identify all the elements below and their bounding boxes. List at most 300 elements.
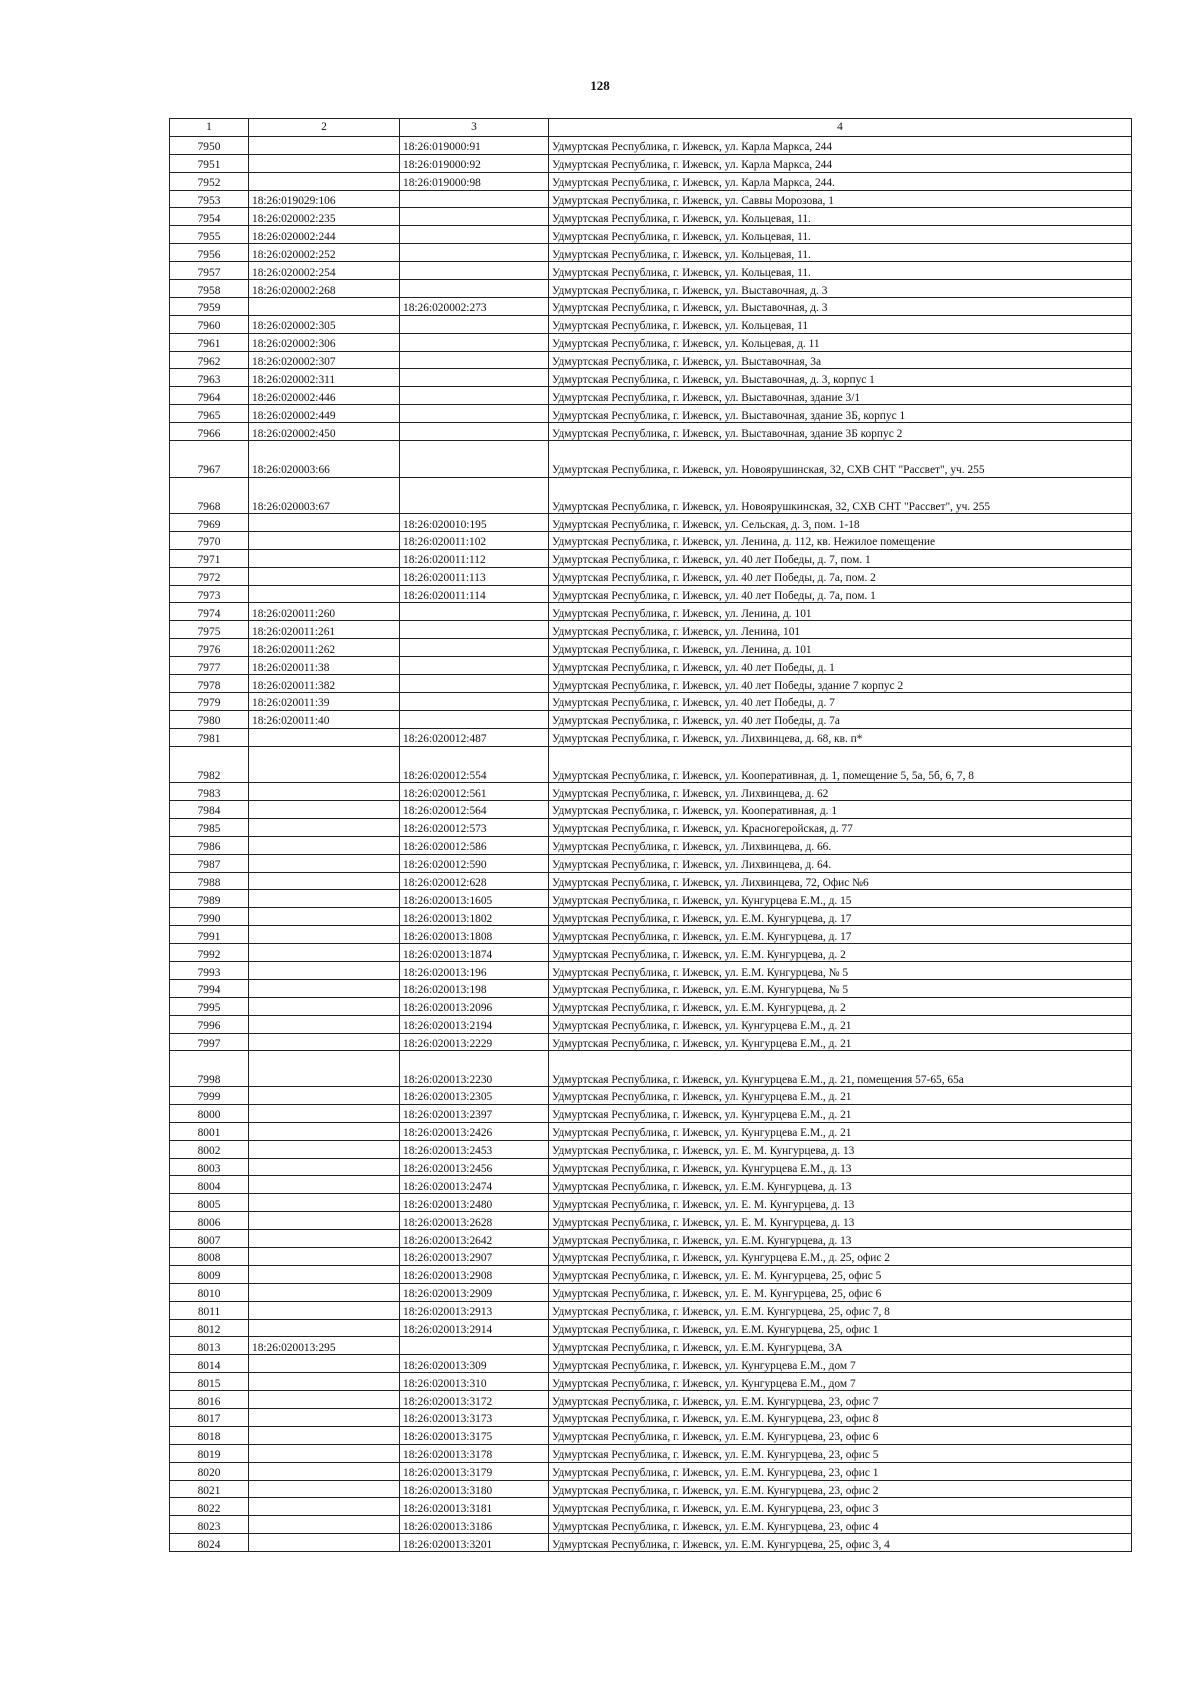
cadastral-number-col2-cell <box>249 1104 400 1122</box>
row-number-cell: 7998 <box>170 1051 249 1087</box>
cadastral-number-col2-cell <box>249 836 400 854</box>
table-row <box>170 872 1132 890</box>
cadastral-number-col2-cell <box>249 818 400 836</box>
cadastral-number-col2-cell <box>249 1265 400 1283</box>
cadastral-number-col2-cell <box>249 1391 400 1409</box>
table-row <box>170 244 1132 262</box>
row-number-cell: 7950 <box>170 136 249 154</box>
cadastral-number-col3-cell <box>400 423 549 441</box>
address-cell: Удмуртская Республика, г. Ижевск, ул. Кольцевая, 11. <box>549 244 1132 262</box>
table-row <box>170 675 1132 693</box>
cadastral-number-col3-cell: 18:26:020013:309 <box>400 1355 549 1373</box>
address-cell: Удмуртская Республика, г. Ижевск, ул. Новоярушинская, 32, СХВ СНТ "Рассвет", уч. 255 <box>549 441 1132 478</box>
table-row <box>170 1194 1132 1212</box>
cadastral-number-col3-cell: 18:26:020010:195 <box>400 514 549 532</box>
row-number-cell: 7970 <box>170 531 249 549</box>
cadastral-number-col2-cell <box>249 1212 400 1230</box>
table-row <box>170 657 1132 675</box>
cadastral-number-col3-cell: 18:26:020013:3186 <box>400 1516 549 1534</box>
table-row <box>170 836 1132 854</box>
address-cell: Удмуртская Республика, г. Ижевск, ул. 40 лет Победы, д. 7а <box>549 710 1132 728</box>
cadastral-number-col2-cell: 18:26:020011:382 <box>249 675 400 693</box>
row-number-cell: 7993 <box>170 962 249 980</box>
cadastral-number-col2-cell <box>249 1140 400 1158</box>
table-row <box>170 979 1132 997</box>
cadastral-number-col3-cell: 18:26:020013:3173 <box>400 1409 549 1427</box>
table-row <box>170 1373 1132 1391</box>
address-cell: Удмуртская Республика, г. Ижевск, ул. Е.М. Кунгурцева, д. 17 <box>549 926 1132 944</box>
cadastral-number-col2-cell <box>249 728 400 746</box>
row-number-cell: 8000 <box>170 1104 249 1122</box>
table-row <box>170 890 1132 908</box>
address-cell: Удмуртская Республика, г. Ижевск, ул. Новоярушкинская, 32, СХВ СНТ "Рассвет", уч. 255 <box>549 477 1132 514</box>
row-number-cell: 7980 <box>170 710 249 728</box>
cadastral-number-col2-cell <box>249 1283 400 1301</box>
cadastral-number-col3-cell: 18:26:020013:3175 <box>400 1426 549 1444</box>
cadastral-number-col2-cell <box>249 801 400 819</box>
row-number-cell: 7968 <box>170 477 249 514</box>
cadastral-number-col3-cell: 18:26:020012:554 <box>400 746 549 783</box>
table-row <box>170 1534 1132 1552</box>
row-number-cell: 7978 <box>170 675 249 693</box>
table-row <box>170 423 1132 441</box>
table-row <box>170 1122 1132 1140</box>
row-number-cell: 7975 <box>170 621 249 639</box>
row-number-cell: 7979 <box>170 692 249 710</box>
cadastral-number-col3-cell: 18:26:020013:3172 <box>400 1391 549 1409</box>
row-number-cell: 7992 <box>170 944 249 962</box>
cadastral-number-col2-cell: 18:26:020011:38 <box>249 657 400 675</box>
cadastral-number-col3-cell: 18:26:020013:3181 <box>400 1498 549 1516</box>
table-row <box>170 585 1132 603</box>
cadastral-number-col2-cell <box>249 585 400 603</box>
cadastral-number-col2-cell <box>249 1301 400 1319</box>
address-cell: Удмуртская Республика, г. Ижевск, ул. Е.М. Кунгурцева, д. 2 <box>549 997 1132 1015</box>
row-number-cell: 8024 <box>170 1534 249 1552</box>
cadastral-number-col3-cell: 18:26:020012:564 <box>400 801 549 819</box>
row-number-cell: 7965 <box>170 405 249 423</box>
cadastral-number-col2-cell <box>249 854 400 872</box>
row-number-cell: 7957 <box>170 262 249 280</box>
cadastral-number-col3-cell <box>400 226 549 244</box>
table-row <box>170 190 1132 208</box>
cadastral-number-col3-cell: 18:26:020013:310 <box>400 1373 549 1391</box>
table-row <box>170 1409 1132 1427</box>
cadastral-number-col3-cell: 18:26:020013:2229 <box>400 1033 549 1051</box>
address-cell: Удмуртская Республика, г. Ижевск, ул. Е.М. Кунгурцева, д. 17 <box>549 908 1132 926</box>
table-row <box>170 1516 1132 1534</box>
cadastral-number-col3-cell <box>400 369 549 387</box>
address-cell: Удмуртская Республика, г. Ижевск, ул. Кооперативная, д. 1 <box>549 801 1132 819</box>
cadastral-number-col3-cell: 18:26:020011:112 <box>400 549 549 567</box>
table-row <box>170 1086 1132 1104</box>
table-row <box>170 1498 1132 1516</box>
table-row <box>170 297 1132 315</box>
row-number-cell: 7984 <box>170 801 249 819</box>
row-number-cell: 7960 <box>170 315 249 333</box>
address-cell: Удмуртская Республика, г. Ижевск, ул. Лихвинцева, д. 62 <box>549 783 1132 801</box>
address-cell: Удмуртская Республика, г. Ижевск, ул. Е.М. Кунгурцева, д. 13 <box>549 1176 1132 1194</box>
table-row <box>170 1426 1132 1444</box>
table-row <box>170 783 1132 801</box>
address-cell: Удмуртская Республика, г. Ижевск, ул. Выставочная, здание 3Б корпус 2 <box>549 423 1132 441</box>
cadastral-number-col3-cell <box>400 244 549 262</box>
row-number-cell: 7952 <box>170 172 249 190</box>
table-row <box>170 1104 1132 1122</box>
cadastral-number-col2-cell <box>249 172 400 190</box>
row-number-cell: 7976 <box>170 639 249 657</box>
cadastral-number-col3-cell <box>400 280 549 298</box>
address-cell: Удмуртская Республика, г. Ижевск, ул. Лихвинцева, д. 64. <box>549 854 1132 872</box>
cadastral-number-col2-cell <box>249 1373 400 1391</box>
address-cell: Удмуртская Республика, г. Ижевск, ул. 40 лет Победы, д. 7, пом. 1 <box>549 549 1132 567</box>
row-number-cell: 7972 <box>170 567 249 585</box>
cadastral-number-col2-cell <box>249 944 400 962</box>
table-row <box>170 926 1132 944</box>
table-row <box>170 746 1132 783</box>
table-row <box>170 962 1132 980</box>
table-row <box>170 226 1132 244</box>
address-cell: Удмуртская Республика, г. Ижевск, ул. Е.М. Кунгурцева, 25, офис 3, 4 <box>549 1534 1132 1552</box>
address-cell: Удмуртская Республика, г. Ижевск, ул. Лихвинцева, д. 66. <box>549 836 1132 854</box>
row-number-cell: 7999 <box>170 1086 249 1104</box>
cadastral-number-col3-cell: 18:26:020013:3178 <box>400 1444 549 1462</box>
cadastral-number-col3-cell: 18:26:020013:2230 <box>400 1051 549 1087</box>
cadastral-number-col3-cell: 18:26:020012:573 <box>400 818 549 836</box>
address-cell: Удмуртская Республика, г. Ижевск, ул. Кунгурцева Е.М., д. 21 <box>549 1122 1132 1140</box>
address-cell: Удмуртская Республика, г. Ижевск, ул. Е.М. Кунгурцева, 25, офис 7, 8 <box>549 1301 1132 1319</box>
address-cell: Удмуртская Республика, г. Ижевск, ул. 40 лет Победы, д. 7 <box>549 692 1132 710</box>
table-row <box>170 1355 1132 1373</box>
row-number-cell: 7996 <box>170 1015 249 1033</box>
address-cell: Удмуртская Республика, г. Ижевск, ул. Е.М. Кунгурцева, д. 2 <box>549 944 1132 962</box>
row-number-cell: 7956 <box>170 244 249 262</box>
table-row <box>170 997 1132 1015</box>
cadastral-number-col2-cell <box>249 136 400 154</box>
column-header-1: 1 <box>170 119 249 137</box>
table-header <box>170 119 1132 137</box>
address-cell: Удмуртская Республика, г. Ижевск, ул. Выставочная, 3а <box>549 351 1132 369</box>
cadastral-number-col2-cell <box>249 297 400 315</box>
address-cell: Удмуртская Республика, г. Ижевск, ул. Ленина, д. 112, кв. Нежилое помещение <box>549 531 1132 549</box>
cadastral-number-col2-cell: 18:26:020002:450 <box>249 423 400 441</box>
table-row <box>170 1230 1132 1248</box>
cadastral-number-col3-cell <box>400 675 549 693</box>
row-number-cell: 7988 <box>170 872 249 890</box>
row-number-cell: 8001 <box>170 1122 249 1140</box>
row-number-cell: 7991 <box>170 926 249 944</box>
row-number-cell: 7969 <box>170 514 249 532</box>
row-number-cell: 8003 <box>170 1158 249 1176</box>
row-number-cell: 7955 <box>170 226 249 244</box>
cadastral-number-col3-cell: 18:26:020011:102 <box>400 531 549 549</box>
table-row <box>170 405 1132 423</box>
row-number-cell: 8020 <box>170 1462 249 1480</box>
cadastral-number-col3-cell <box>400 333 549 351</box>
row-number-cell: 8011 <box>170 1301 249 1319</box>
row-number-cell: 8007 <box>170 1230 249 1248</box>
cadastral-number-col3-cell: 18:26:020013:2096 <box>400 997 549 1015</box>
table-row <box>170 369 1132 387</box>
address-cell: Удмуртская Республика, г. Ижевск, ул. Е. М. Кунгурцева, 25, офис 5 <box>549 1265 1132 1283</box>
row-number-cell: 7966 <box>170 423 249 441</box>
row-number-cell: 7959 <box>170 297 249 315</box>
table-row <box>170 387 1132 405</box>
cadastral-number-col3-cell: 18:26:020012:628 <box>400 872 549 890</box>
address-cell: Удмуртская Республика, г. Ижевск, ул. Е.М. Кунгурцева, 23, офис 8 <box>549 1409 1132 1427</box>
cadastral-number-col3-cell: 18:26:020013:2628 <box>400 1212 549 1230</box>
table-row <box>170 854 1132 872</box>
address-cell: Удмуртская Республика, г. Ижевск, ул. Ленина, д. 101 <box>549 639 1132 657</box>
address-cell: Удмуртская Республика, г. Ижевск, ул. Выставочная, д. 3, корпус 1 <box>549 369 1132 387</box>
address-cell: Удмуртская Республика, г. Ижевск, ул. Кунгурцева Е.М., д. 21, помещения 57-65, 65а <box>549 1051 1132 1087</box>
address-cell: Удмуртская Республика, г. Ижевск, ул. Сельская, д. 3, пом. 1-18 <box>549 514 1132 532</box>
cadastral-number-col3-cell <box>400 262 549 280</box>
cadastral-number-col2-cell <box>249 1086 400 1104</box>
address-cell: Удмуртская Республика, г. Ижевск, ул. Кольцевая, д. 11 <box>549 333 1132 351</box>
cadastral-number-col2-cell <box>249 962 400 980</box>
cadastral-number-col2-cell <box>249 926 400 944</box>
address-cell: Удмуртская Республика, г. Ижевск, ул. Е.М. Кунгурцева, 25, офис 1 <box>549 1319 1132 1337</box>
address-cell: Удмуртская Республика, г. Ижевск, ул. Кольцевая, 11. <box>549 208 1132 226</box>
table-body <box>170 136 1132 1551</box>
address-cell: Удмуртская Республика, г. Ижевск, ул. Е. М. Кунгурцева, д. 13 <box>549 1140 1132 1158</box>
row-number-cell: 7964 <box>170 387 249 405</box>
cadastral-number-col3-cell: 18:26:020012:590 <box>400 854 549 872</box>
address-cell: Удмуртская Республика, г. Ижевск, ул. Выставочная, здание 3Б, корпус 1 <box>549 405 1132 423</box>
table-row <box>170 908 1132 926</box>
address-cell: Удмуртская Республика, г. Ижевск, ул. Е.М. Кунгурцева, № 5 <box>549 962 1132 980</box>
address-cell: Удмуртская Республика, г. Ижевск, ул. Кольцевая, 11 <box>549 315 1132 333</box>
row-number-cell: 7971 <box>170 549 249 567</box>
address-cell: Удмуртская Республика, г. Ижевск, ул. Е.М. Кунгурцева, 23, офис 7 <box>549 1391 1132 1409</box>
table-row <box>170 315 1132 333</box>
cadastral-number-col3-cell: 18:26:019000:92 <box>400 154 549 172</box>
table-row <box>170 1265 1132 1283</box>
address-cell: Удмуртская Республика, г. Ижевск, ул. Кунгурцева Е.М., д. 21 <box>549 1033 1132 1051</box>
cadastral-number-col3-cell <box>400 315 549 333</box>
address-cell: Удмуртская Республика, г. Ижевск, ул. Выставочная, д. 3 <box>549 280 1132 298</box>
table-row <box>170 1283 1132 1301</box>
cadastral-number-col2-cell <box>249 1444 400 1462</box>
cadastral-number-col3-cell: 18:26:020013:1605 <box>400 890 549 908</box>
cadastral-number-col2-cell <box>249 1158 400 1176</box>
address-cell: Удмуртская Республика, г. Ижевск, ул. Е.М. Кунгурцева, 3А <box>549 1337 1132 1355</box>
address-cell: Удмуртская Республика, г. Ижевск, ул. Е. М. Кунгурцева, д. 13 <box>549 1212 1132 1230</box>
address-cell: Удмуртская Республика, г. Ижевск, ул. Кунгурцева Е.М., д. 15 <box>549 890 1132 908</box>
cadastral-number-col3-cell: 18:26:020013:2453 <box>400 1140 549 1158</box>
cadastral-number-col3-cell: 18:26:019000:98 <box>400 172 549 190</box>
row-number-cell: 7958 <box>170 280 249 298</box>
cadastral-number-col2-cell <box>249 1194 400 1212</box>
row-number-cell: 7967 <box>170 441 249 478</box>
cadastral-number-col3-cell: 18:26:019000:91 <box>400 136 549 154</box>
address-cell: Удмуртская Республика, г. Ижевск, ул. Саввы Морозова, 1 <box>549 190 1132 208</box>
cadastral-number-col3-cell <box>400 621 549 639</box>
cadastral-number-col2-cell <box>249 531 400 549</box>
table-row <box>170 621 1132 639</box>
row-number-cell: 7997 <box>170 1033 249 1051</box>
address-cell: Удмуртская Республика, г. Ижевск, ул. Кунгурцева Е.М., д. 25, офис 2 <box>549 1247 1132 1265</box>
row-number-cell: 7951 <box>170 154 249 172</box>
row-number-cell: 7990 <box>170 908 249 926</box>
table-row <box>170 639 1132 657</box>
cadastral-number-col3-cell: 18:26:020011:113 <box>400 567 549 585</box>
address-cell: Удмуртская Республика, г. Ижевск, ул. Е.М. Кунгурцева, 23, офис 6 <box>549 1426 1132 1444</box>
cadastral-number-col2-cell <box>249 549 400 567</box>
cadastral-number-col2-cell: 18:26:020011:260 <box>249 603 400 621</box>
cadastral-number-col2-cell: 18:26:020002:307 <box>249 351 400 369</box>
cadastral-number-col3-cell: 18:26:020013:198 <box>400 979 549 997</box>
cadastral-number-col3-cell: 18:26:020013:2397 <box>400 1104 549 1122</box>
cadastral-number-col2-cell <box>249 514 400 532</box>
table-row <box>170 280 1132 298</box>
cadastral-number-col2-cell <box>249 1247 400 1265</box>
cadastral-number-col3-cell: 18:26:020013:2642 <box>400 1230 549 1248</box>
table-row <box>170 728 1132 746</box>
cadastral-number-col3-cell: 18:26:020013:2914 <box>400 1319 549 1337</box>
cadastral-number-col2-cell: 18:26:020002:235 <box>249 208 400 226</box>
cadastral-number-col2-cell <box>249 1355 400 1373</box>
table-row <box>170 1158 1132 1176</box>
cadastral-number-col3-cell <box>400 441 549 478</box>
address-cell: Удмуртская Республика, г. Ижевск, ул. Кунгурцева Е.М., д. 21 <box>549 1104 1132 1122</box>
address-cell: Удмуртская Республика, г. Ижевск, ул. Ленина, д. 101 <box>549 603 1132 621</box>
address-cell: Удмуртская Республика, г. Ижевск, ул. Кунгурцева Е.М., дом 7 <box>549 1373 1132 1391</box>
cadastral-number-col2-cell <box>249 997 400 1015</box>
cadastral-number-col2-cell: 18:26:019029:106 <box>249 190 400 208</box>
cadastral-number-col2-cell: 18:26:020002:449 <box>249 405 400 423</box>
cadastral-number-col2-cell <box>249 1319 400 1337</box>
cadastral-number-col2-cell: 18:26:020003:67 <box>249 477 400 514</box>
row-number-cell: 8015 <box>170 1373 249 1391</box>
cadastral-number-col3-cell <box>400 477 549 514</box>
address-cell: Удмуртская Республика, г. Ижевск, ул. Е.М. Кунгурцева, 23, офис 2 <box>549 1480 1132 1498</box>
table-row <box>170 477 1132 514</box>
cadastral-number-col2-cell: 18:26:020011:40 <box>249 710 400 728</box>
cadastral-number-col2-cell: 18:26:020011:39 <box>249 692 400 710</box>
address-cell: Удмуртская Республика, г. Ижевск, ул. 40 лет Победы, д. 7а, пом. 1 <box>549 585 1132 603</box>
table-row <box>170 1391 1132 1409</box>
table-row <box>170 1444 1132 1462</box>
cadastral-number-col3-cell <box>400 405 549 423</box>
table-row <box>170 154 1132 172</box>
row-number-cell: 8022 <box>170 1498 249 1516</box>
address-cell: Удмуртская Республика, г. Ижевск, ул. Красногеройская, д. 77 <box>549 818 1132 836</box>
address-cell: Удмуртская Республика, г. Ижевск, ул. Кунгурцева Е.М., д. 21 <box>549 1015 1132 1033</box>
row-number-cell: 7987 <box>170 854 249 872</box>
address-cell: Удмуртская Республика, г. Ижевск, ул. Кольцевая, 11. <box>549 262 1132 280</box>
row-number-cell: 7977 <box>170 657 249 675</box>
address-cell: Удмуртская Республика, г. Ижевск, ул. Е.М. Кунгурцева, 23, офис 1 <box>549 1462 1132 1480</box>
cadastral-number-col3-cell: 18:26:020013:2908 <box>400 1265 549 1283</box>
cadastral-number-col3-cell: 18:26:020013:196 <box>400 962 549 980</box>
cadastral-number-col2-cell <box>249 1534 400 1552</box>
table-row <box>170 333 1132 351</box>
cadastral-number-col3-cell: 18:26:020013:2907 <box>400 1247 549 1265</box>
cadastral-number-col2-cell <box>249 1426 400 1444</box>
row-number-cell: 7973 <box>170 585 249 603</box>
address-cell: Удмуртская Республика, г. Ижевск, ул. Е.М. Кунгурцева, 23, офис 4 <box>549 1516 1132 1534</box>
address-cell: Удмуртская Республика, г. Ижевск, ул. 40 лет Победы, д. 1 <box>549 657 1132 675</box>
address-cell: Удмуртская Республика, г. Ижевск, ул. Е.М. Кунгурцева, д. 13 <box>549 1230 1132 1248</box>
address-cell: Удмуртская Республика, г. Ижевск, ул. Е. М. Кунгурцева, д. 13 <box>549 1194 1132 1212</box>
table-row <box>170 1033 1132 1051</box>
cadastral-number-col3-cell: 18:26:020013:1808 <box>400 926 549 944</box>
cadastral-number-col2-cell <box>249 1462 400 1480</box>
address-cell: Удмуртская Республика, г. Ижевск, ул. Ленина, 101 <box>549 621 1132 639</box>
cadastral-number-col2-cell: 18:26:020002:305 <box>249 315 400 333</box>
cadastral-number-col2-cell <box>249 1033 400 1051</box>
address-cell: Удмуртская Республика, г. Ижевск, ул. Карла Маркса, 244 <box>549 154 1132 172</box>
row-number-cell: 8009 <box>170 1265 249 1283</box>
address-cell: Удмуртская Республика, г. Ижевск, ул. Карла Маркса, 244 <box>549 136 1132 154</box>
table-row <box>170 801 1132 819</box>
cadastral-number-col3-cell: 18:26:020013:2909 <box>400 1283 549 1301</box>
cadastral-number-col3-cell <box>400 692 549 710</box>
table-row <box>170 441 1132 478</box>
table-row <box>170 944 1132 962</box>
table-row <box>170 531 1132 549</box>
address-cell: Удмуртская Республика, г. Ижевск, ул. 40 лет Победы, здание 7 корпус 2 <box>549 675 1132 693</box>
row-number-cell: 8017 <box>170 1409 249 1427</box>
address-cell: Удмуртская Республика, г. Ижевск, ул. Кольцевая, 11. <box>549 226 1132 244</box>
cadastral-number-col2-cell <box>249 1230 400 1248</box>
table-row <box>170 567 1132 585</box>
table-row <box>170 1480 1132 1498</box>
row-number-cell: 7953 <box>170 190 249 208</box>
cadastral-number-col2-cell: 18:26:020011:261 <box>249 621 400 639</box>
cadastral-number-col2-cell <box>249 1051 400 1087</box>
cadastral-number-col2-cell: 18:26:020002:306 <box>249 333 400 351</box>
cadastral-number-col3-cell: 18:26:020013:1802 <box>400 908 549 926</box>
row-number-cell: 8006 <box>170 1212 249 1230</box>
cadastral-number-col2-cell <box>249 872 400 890</box>
cadastral-number-col2-cell: 18:26:020002:311 <box>249 369 400 387</box>
table-row <box>170 136 1132 154</box>
row-number-cell: 7974 <box>170 603 249 621</box>
row-number-cell: 8010 <box>170 1283 249 1301</box>
table-row <box>170 549 1132 567</box>
cadastral-number-col3-cell: 18:26:020013:2305 <box>400 1086 549 1104</box>
cadastral-number-col3-cell <box>400 657 549 675</box>
cadastral-number-col3-cell: 18:26:020013:2474 <box>400 1176 549 1194</box>
cadastral-number-col3-cell <box>400 603 549 621</box>
cadastral-number-col3-cell: 18:26:020013:2480 <box>400 1194 549 1212</box>
row-number-cell: 8004 <box>170 1176 249 1194</box>
row-number-cell: 8002 <box>170 1140 249 1158</box>
cadastral-number-col2-cell: 18:26:020011:262 <box>249 639 400 657</box>
column-header-3: 3 <box>400 119 549 137</box>
table-row <box>170 1337 1132 1355</box>
table-row <box>170 262 1132 280</box>
row-number-cell: 7994 <box>170 979 249 997</box>
address-cell: Удмуртская Республика, г. Ижевск, ул. Кунгурцева Е.М., д. 13 <box>549 1158 1132 1176</box>
row-number-cell: 7961 <box>170 333 249 351</box>
cadastral-number-col2-cell: 18:26:020002:252 <box>249 244 400 262</box>
cadastral-number-col2-cell: 18:26:020002:244 <box>249 226 400 244</box>
address-cell: Удмуртская Республика, г. Ижевск, ул. 40 лет Победы, д. 7а, пом. 2 <box>549 567 1132 585</box>
cadastral-number-col3-cell <box>400 710 549 728</box>
cadastral-number-col2-cell: 18:26:020013:295 <box>249 1337 400 1355</box>
table-row <box>170 1176 1132 1194</box>
cadastral-number-col3-cell <box>400 639 549 657</box>
row-number-cell: 8018 <box>170 1426 249 1444</box>
cadastral-number-col2-cell: 18:26:020002:268 <box>249 280 400 298</box>
cadastral-number-col3-cell <box>400 208 549 226</box>
table-row <box>170 1319 1132 1337</box>
cadastral-number-col3-cell: 18:26:020013:3201 <box>400 1534 549 1552</box>
